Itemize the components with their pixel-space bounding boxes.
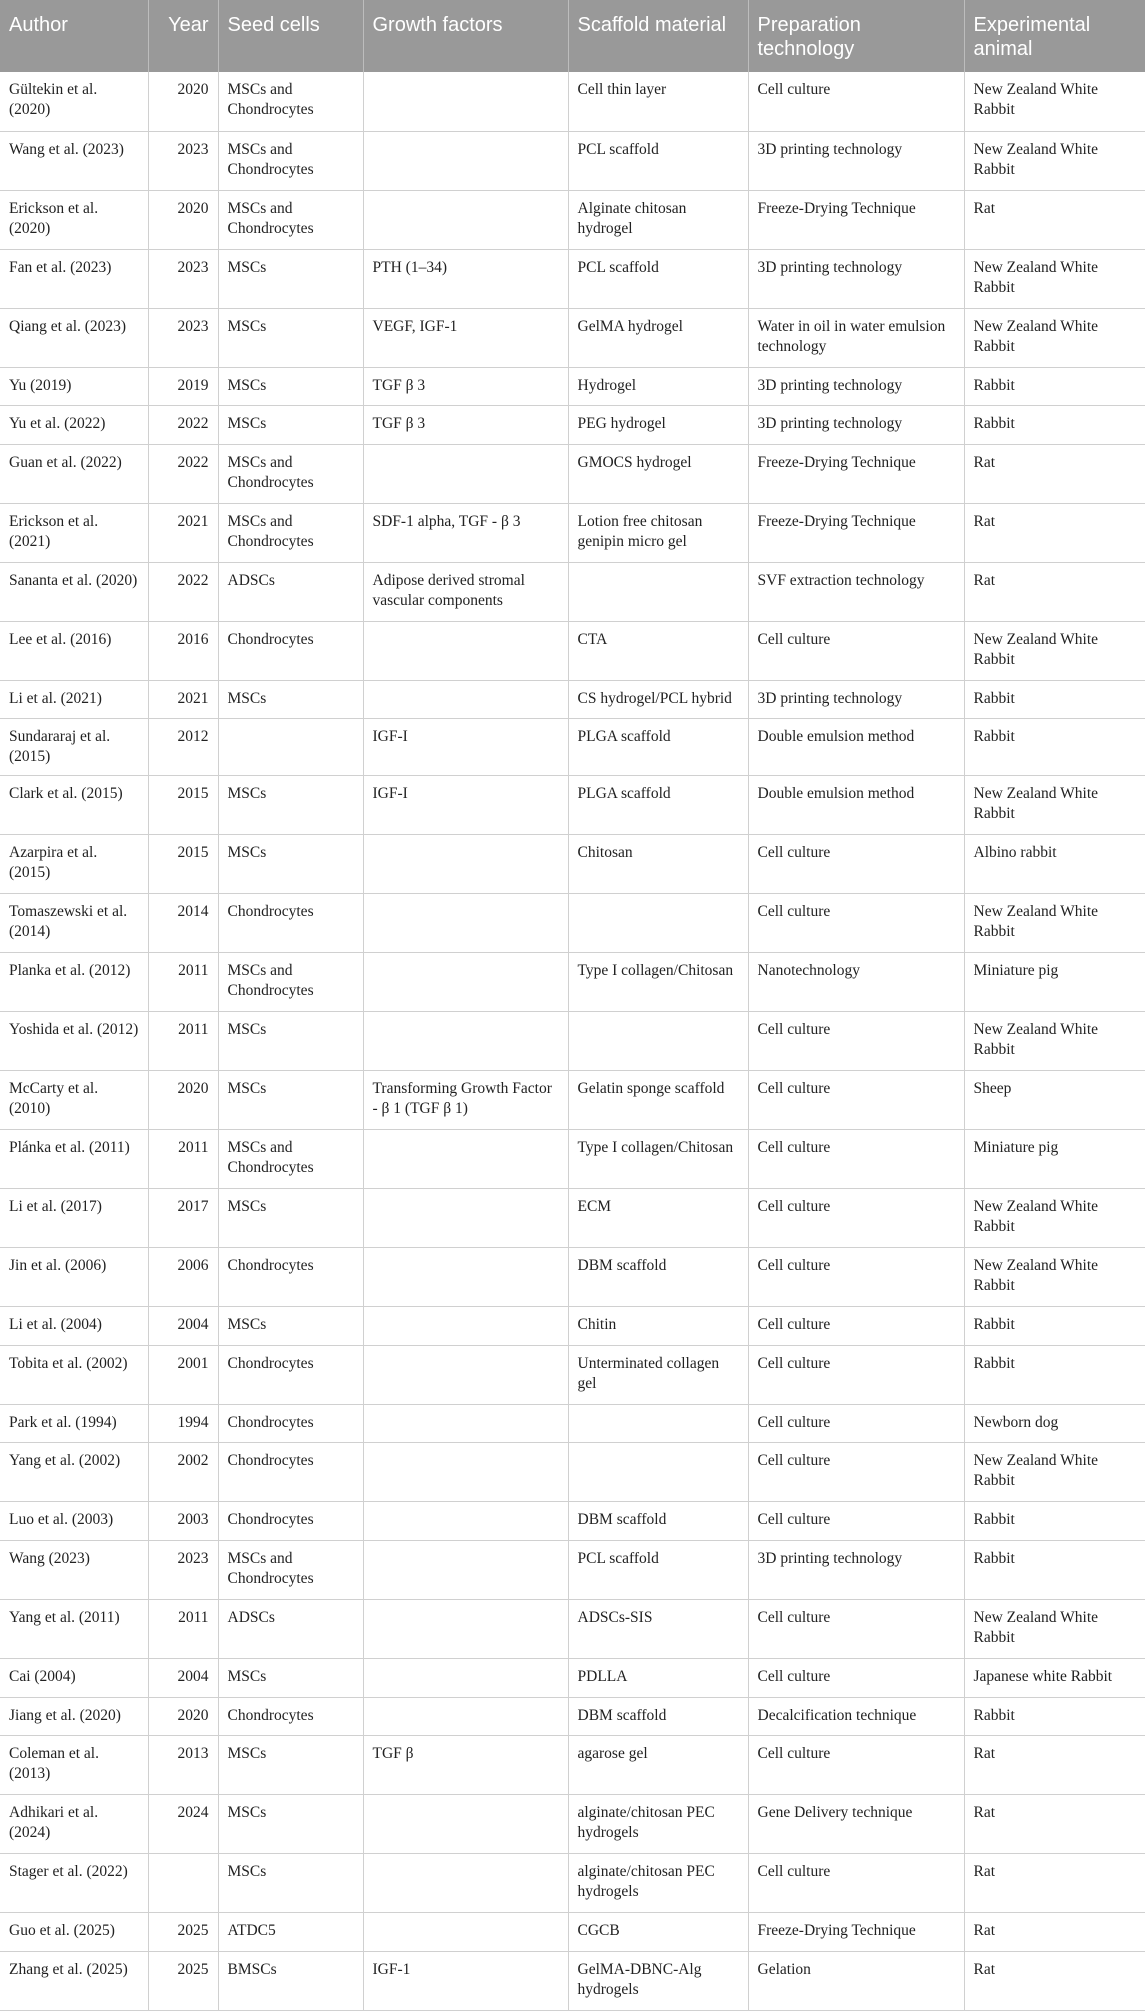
table-row (0, 953, 1145, 1012)
cell-author: Gültekin et al. (2020) (0, 72, 148, 131)
table-row (0, 1541, 1145, 1600)
cell-author: Yu (2019) (0, 367, 148, 406)
cell-preparation-technology: Cell culture (748, 1854, 964, 1913)
cell-growth-factors (363, 1697, 568, 1736)
table-row (0, 406, 1145, 445)
cell-year: 2004 (148, 1659, 218, 1698)
cell-experimental-animal: Albino rabbit (964, 835, 1145, 894)
cell-growth-factors: TGF β 3 (363, 406, 568, 445)
cell-preparation-technology: Cell culture (748, 835, 964, 894)
cell-author: Fan et al. (2023) (0, 249, 148, 308)
table-row (0, 249, 1145, 308)
cell-experimental-animal: Rabbit (964, 1307, 1145, 1346)
cell-experimental-animal: Rat (964, 1951, 1145, 2010)
cell-year: 2021 (148, 503, 218, 562)
cell-scaffold-material: GelMA-DBNC-Alg hydrogels (568, 1951, 748, 2010)
cell-year: 2013 (148, 1736, 218, 1795)
cell-scaffold-material: Chitin (568, 1307, 748, 1346)
cell-growth-factors (363, 131, 568, 190)
cell-growth-factors (363, 621, 568, 680)
cell-seed-cells: MSCs (218, 680, 363, 719)
cell-year: 2004 (148, 1307, 218, 1346)
cell-seed-cells: MSCs and Chondrocytes (218, 72, 363, 131)
cell-experimental-animal: New Zealand White Rabbit (964, 249, 1145, 308)
cell-scaffold-material: DBM scaffold (568, 1248, 748, 1307)
cell-year: 2011 (148, 1600, 218, 1659)
column-header-preparation-technology: Preparation technology (748, 0, 964, 72)
cell-seed-cells: MSCs (218, 776, 363, 835)
cell-experimental-animal: Rabbit (964, 719, 1145, 776)
table-row (0, 1404, 1145, 1443)
table-row (0, 1248, 1145, 1307)
cell-seed-cells (218, 719, 363, 776)
cell-growth-factors: TGF β 3 (363, 367, 568, 406)
cell-preparation-technology: Freeze-Drying Technique (748, 444, 964, 503)
cell-preparation-technology: Cell culture (748, 1404, 964, 1443)
cell-author: Wang (2023) (0, 1541, 148, 1600)
cell-preparation-technology: Cell culture (748, 1012, 964, 1071)
column-header-scaffold-material: Scaffold material (568, 0, 748, 72)
cell-preparation-technology: Double emulsion method (748, 776, 964, 835)
table-row (0, 72, 1145, 131)
table-row (0, 1502, 1145, 1541)
table-row (0, 894, 1145, 953)
cell-experimental-animal: Rabbit (964, 1541, 1145, 1600)
cell-seed-cells: MSCs and Chondrocytes (218, 1541, 363, 1600)
cell-growth-factors (363, 444, 568, 503)
cell-seed-cells: MSCs (218, 308, 363, 367)
cell-year: 2006 (148, 1248, 218, 1307)
column-header-growth-factors: Growth factors (363, 0, 568, 72)
cell-author: Yang et al. (2011) (0, 1600, 148, 1659)
cell-growth-factors (363, 953, 568, 1012)
table-row (0, 503, 1145, 562)
cell-seed-cells: MSCs and Chondrocytes (218, 503, 363, 562)
cell-preparation-technology: Cell culture (748, 1307, 964, 1346)
cell-experimental-animal: Rat (964, 1795, 1145, 1854)
cell-year (148, 1854, 218, 1913)
cell-scaffold-material: PCL scaffold (568, 1541, 748, 1600)
cell-scaffold-material: Type I collagen/Chitosan (568, 953, 748, 1012)
cell-experimental-animal: Rat (964, 1854, 1145, 1913)
cell-seed-cells: MSCs and Chondrocytes (218, 131, 363, 190)
cell-growth-factors (363, 1345, 568, 1404)
cell-author: Clark et al. (2015) (0, 776, 148, 835)
cell-experimental-animal: Rabbit (964, 680, 1145, 719)
cell-year: 2023 (148, 249, 218, 308)
cell-scaffold-material: Type I collagen/Chitosan (568, 1130, 748, 1189)
cell-experimental-animal: Newborn dog (964, 1404, 1145, 1443)
cell-year: 2020 (148, 72, 218, 131)
cell-growth-factors (363, 835, 568, 894)
cell-author: Azarpira et al. (2015) (0, 835, 148, 894)
cell-growth-factors: IGF-I (363, 776, 568, 835)
cell-seed-cells: MSCs (218, 249, 363, 308)
column-header-author: Author (0, 0, 148, 72)
cell-author: Luo et al. (2003) (0, 1502, 148, 1541)
cell-scaffold-material: Hydrogel (568, 367, 748, 406)
cell-scaffold-material: GelMA hydrogel (568, 308, 748, 367)
cell-seed-cells: MSCs (218, 1012, 363, 1071)
table-row (0, 1951, 1145, 2010)
cell-seed-cells: MSCs (218, 367, 363, 406)
cell-scaffold-material: CGCB (568, 1913, 748, 1952)
cell-author: Wang et al. (2023) (0, 131, 148, 190)
cell-author: Adhikari et al. (2024) (0, 1795, 148, 1854)
cell-preparation-technology: Cell culture (748, 1345, 964, 1404)
cell-scaffold-material: PLGA scaffold (568, 719, 748, 776)
cell-year: 2011 (148, 1012, 218, 1071)
cell-preparation-technology: Cell culture (748, 1248, 964, 1307)
cell-scaffold-material: Unterminated collagen gel (568, 1345, 748, 1404)
cell-author: Jin et al. (2006) (0, 1248, 148, 1307)
cell-seed-cells: MSCs and Chondrocytes (218, 953, 363, 1012)
cell-growth-factors (363, 190, 568, 249)
table-row (0, 1307, 1145, 1346)
table-row (0, 1189, 1145, 1248)
cell-scaffold-material: PCL scaffold (568, 131, 748, 190)
cell-author: Li et al. (2021) (0, 680, 148, 719)
cell-preparation-technology: Cell culture (748, 894, 964, 953)
cell-year: 2022 (148, 562, 218, 621)
cell-experimental-animal: Japanese white Rabbit (964, 1659, 1145, 1698)
cell-preparation-technology: 3D printing technology (748, 406, 964, 445)
cell-experimental-animal: Rabbit (964, 367, 1145, 406)
cell-year: 2020 (148, 190, 218, 249)
cell-author: McCarty et al. (2010) (0, 1071, 148, 1130)
cell-year: 2024 (148, 1795, 218, 1854)
cell-growth-factors (363, 1404, 568, 1443)
table-row (0, 621, 1145, 680)
cell-scaffold-material: alginate/chitosan PEC hydrogels (568, 1854, 748, 1913)
cell-growth-factors: TGF β (363, 1736, 568, 1795)
cell-scaffold-material: DBM scaffold (568, 1697, 748, 1736)
cell-growth-factors: Adipose derived stromal vascular components (363, 562, 568, 621)
cell-seed-cells: MSCs (218, 1854, 363, 1913)
cell-author: Zhang et al. (2025) (0, 1951, 148, 2010)
cell-experimental-animal: New Zealand White Rabbit (964, 1443, 1145, 1502)
cell-scaffold-material: DBM scaffold (568, 1502, 748, 1541)
cell-author: Lee et al. (2016) (0, 621, 148, 680)
table-row (0, 1071, 1145, 1130)
cell-scaffold-material (568, 1443, 748, 1502)
cell-preparation-technology: Cell culture (748, 621, 964, 680)
table-row (0, 1012, 1145, 1071)
table-row (0, 131, 1145, 190)
cell-author: Erickson et al. (2020) (0, 190, 148, 249)
cell-preparation-technology: 3D printing technology (748, 1541, 964, 1600)
cell-growth-factors (363, 1541, 568, 1600)
cell-seed-cells: Chondrocytes (218, 1345, 363, 1404)
cell-preparation-technology: 3D printing technology (748, 131, 964, 190)
cell-author: Yu et al. (2022) (0, 406, 148, 445)
cell-year: 2001 (148, 1345, 218, 1404)
cell-preparation-technology: Cell culture (748, 1189, 964, 1248)
cell-experimental-animal: Rat (964, 562, 1145, 621)
table-row (0, 719, 1145, 776)
cell-growth-factors (363, 894, 568, 953)
cell-year: 2020 (148, 1697, 218, 1736)
cell-growth-factors: SDF-1 alpha, TGF - β 3 (363, 503, 568, 562)
cell-seed-cells: Chondrocytes (218, 1502, 363, 1541)
cell-seed-cells: ADSCs (218, 1600, 363, 1659)
cell-year: 2025 (148, 1951, 218, 2010)
column-header-experimental-animal: Experimental animal (964, 0, 1145, 72)
cell-seed-cells: MSCs and Chondrocytes (218, 190, 363, 249)
cell-experimental-animal: Rabbit (964, 1502, 1145, 1541)
cell-author: Jiang et al. (2020) (0, 1697, 148, 1736)
cell-author: Tobita et al. (2002) (0, 1345, 148, 1404)
cell-experimental-animal: New Zealand White Rabbit (964, 1189, 1145, 1248)
cell-preparation-technology: SVF extraction technology (748, 562, 964, 621)
cell-author: Coleman et al. (2013) (0, 1736, 148, 1795)
cell-experimental-animal: Rabbit (964, 1697, 1145, 1736)
cell-year: 2016 (148, 621, 218, 680)
cell-experimental-animal: Rabbit (964, 1345, 1145, 1404)
cell-scaffold-material: Chitosan (568, 835, 748, 894)
cell-experimental-animal: New Zealand White Rabbit (964, 776, 1145, 835)
cell-year: 2021 (148, 680, 218, 719)
cell-scaffold-material: PEG hydrogel (568, 406, 748, 445)
cell-year: 2022 (148, 444, 218, 503)
cell-experimental-animal: New Zealand White Rabbit (964, 131, 1145, 190)
cell-author: Sundararaj et al. (2015) (0, 719, 148, 776)
table-row (0, 835, 1145, 894)
cell-year: 2022 (148, 406, 218, 445)
cell-year: 2023 (148, 1541, 218, 1600)
cell-experimental-animal: Rat (964, 190, 1145, 249)
cell-experimental-animal: New Zealand White Rabbit (964, 1012, 1145, 1071)
cell-seed-cells: Chondrocytes (218, 1404, 363, 1443)
cell-scaffold-material: PLGA scaffold (568, 776, 748, 835)
cell-growth-factors (363, 1307, 568, 1346)
table-row (0, 1913, 1145, 1952)
cell-year: 2023 (148, 131, 218, 190)
cell-preparation-technology: Nanotechnology (748, 953, 964, 1012)
cell-year: 2012 (148, 719, 218, 776)
cell-author: Cai (2004) (0, 1659, 148, 1698)
table-row (0, 367, 1145, 406)
cell-growth-factors: IGF-1 (363, 1951, 568, 2010)
cell-scaffold-material (568, 1012, 748, 1071)
cell-growth-factors (363, 1600, 568, 1659)
table-row (0, 1600, 1145, 1659)
cell-scaffold-material (568, 562, 748, 621)
cell-scaffold-material: ADSCs-SIS (568, 1600, 748, 1659)
cell-author: Guan et al. (2022) (0, 444, 148, 503)
cell-preparation-technology: Cell culture (748, 1736, 964, 1795)
cell-year: 2015 (148, 776, 218, 835)
cell-seed-cells: Chondrocytes (218, 1443, 363, 1502)
cell-seed-cells: Chondrocytes (218, 1248, 363, 1307)
cell-seed-cells: BMSCs (218, 1951, 363, 2010)
cell-experimental-animal: Rat (964, 1736, 1145, 1795)
cell-author: Yang et al. (2002) (0, 1443, 148, 1502)
cell-seed-cells: MSCs (218, 1795, 363, 1854)
cell-author: Li et al. (2017) (0, 1189, 148, 1248)
table-row (0, 308, 1145, 367)
cell-growth-factors (363, 1130, 568, 1189)
cell-experimental-animal: Sheep (964, 1071, 1145, 1130)
cell-experimental-animal: New Zealand White Rabbit (964, 1248, 1145, 1307)
cell-year: 1994 (148, 1404, 218, 1443)
cell-growth-factors (363, 1012, 568, 1071)
cell-author: Tomaszewski et al. (2014) (0, 894, 148, 953)
cell-author: Sananta et al. (2020) (0, 562, 148, 621)
cell-year: 2023 (148, 308, 218, 367)
cell-experimental-animal: Rabbit (964, 406, 1145, 445)
cell-year: 2017 (148, 1189, 218, 1248)
cell-seed-cells: Chondrocytes (218, 894, 363, 953)
cell-growth-factors: PTH (1–34) (363, 249, 568, 308)
cell-preparation-technology: Freeze-Drying Technique (748, 1913, 964, 1952)
cell-experimental-animal: New Zealand White Rabbit (964, 621, 1145, 680)
cell-experimental-animal: Rat (964, 1913, 1145, 1952)
cell-experimental-animal: New Zealand White Rabbit (964, 72, 1145, 131)
cell-preparation-technology: 3D printing technology (748, 367, 964, 406)
column-header-year: Year (148, 0, 218, 72)
table-body (0, 72, 1145, 2010)
table-row (0, 1659, 1145, 1698)
cell-growth-factors (363, 1659, 568, 1698)
table-row (0, 776, 1145, 835)
table-row (0, 680, 1145, 719)
cell-growth-factors (363, 1854, 568, 1913)
cell-preparation-technology: Cell culture (748, 72, 964, 131)
table-row (0, 562, 1145, 621)
cell-preparation-technology: Cell culture (748, 1130, 964, 1189)
cell-growth-factors (363, 680, 568, 719)
cell-author: Plánka et al. (2011) (0, 1130, 148, 1189)
cell-year: 2015 (148, 835, 218, 894)
cell-experimental-animal: Rat (964, 444, 1145, 503)
cell-preparation-technology: Cell culture (748, 1659, 964, 1698)
cell-scaffold-material: PDLLA (568, 1659, 748, 1698)
cell-scaffold-material: Gelatin sponge scaffold (568, 1071, 748, 1130)
cell-author: Stager et al. (2022) (0, 1854, 148, 1913)
cell-growth-factors: VEGF, IGF-1 (363, 308, 568, 367)
cell-seed-cells: MSCs (218, 1189, 363, 1248)
cell-preparation-technology: Double emulsion method (748, 719, 964, 776)
cell-author: Planka et al. (2012) (0, 953, 148, 1012)
cell-experimental-animal: New Zealand White Rabbit (964, 1600, 1145, 1659)
cell-scaffold-material: ECM (568, 1189, 748, 1248)
cell-scaffold-material: GMOCS hydrogel (568, 444, 748, 503)
cell-year: 2025 (148, 1913, 218, 1952)
cell-year: 2002 (148, 1443, 218, 1502)
cell-author: Yoshida et al. (2012) (0, 1012, 148, 1071)
cell-scaffold-material: CS hydrogel/PCL hybrid (568, 680, 748, 719)
cell-scaffold-material (568, 1404, 748, 1443)
cell-experimental-animal: Miniature pig (964, 1130, 1145, 1189)
cell-scaffold-material: agarose gel (568, 1736, 748, 1795)
cell-scaffold-material: PCL scaffold (568, 249, 748, 308)
cell-preparation-technology: Freeze-Drying Technique (748, 190, 964, 249)
cell-growth-factors (363, 1248, 568, 1307)
cell-growth-factors (363, 1443, 568, 1502)
cell-author: Guo et al. (2025) (0, 1913, 148, 1952)
cell-author: Erickson et al. (2021) (0, 503, 148, 562)
cell-author: Qiang et al. (2023) (0, 308, 148, 367)
cell-scaffold-material: Lotion free chitosan genipin micro gel (568, 503, 748, 562)
table-row (0, 1795, 1145, 1854)
cell-seed-cells: ATDC5 (218, 1913, 363, 1952)
cell-seed-cells: MSCs (218, 1307, 363, 1346)
cell-growth-factors (363, 1189, 568, 1248)
cell-experimental-animal: Miniature pig (964, 953, 1145, 1012)
cell-preparation-technology: Water in oil in water emulsion technology (748, 308, 964, 367)
cell-experimental-animal: New Zealand White Rabbit (964, 894, 1145, 953)
cell-scaffold-material: CTA (568, 621, 748, 680)
column-header-seed-cells: Seed cells (218, 0, 363, 72)
cell-seed-cells: MSCs (218, 1071, 363, 1130)
cell-scaffold-material: Alginate chitosan hydrogel (568, 190, 748, 249)
cell-preparation-technology: Decalcification technique (748, 1697, 964, 1736)
cell-author: Li et al. (2004) (0, 1307, 148, 1346)
cell-author: Park et al. (1994) (0, 1404, 148, 1443)
cell-seed-cells: Chondrocytes (218, 621, 363, 680)
cell-growth-factors (363, 1795, 568, 1854)
cell-preparation-technology: Freeze-Drying Technique (748, 503, 964, 562)
cell-scaffold-material: Cell thin layer (568, 72, 748, 131)
cell-preparation-technology: 3D printing technology (748, 249, 964, 308)
cell-year: 2020 (148, 1071, 218, 1130)
table-row (0, 1736, 1145, 1795)
table-row (0, 1854, 1145, 1913)
cell-preparation-technology: Cell culture (748, 1600, 964, 1659)
cell-growth-factors: Transforming Growth Factor - β 1 (TGF β 1) (363, 1071, 568, 1130)
cell-seed-cells: MSCs (218, 1659, 363, 1698)
cell-experimental-animal: Rat (964, 503, 1145, 562)
cell-seed-cells: MSCs and Chondrocytes (218, 444, 363, 503)
cell-seed-cells: MSCs (218, 835, 363, 894)
cell-preparation-technology: Cell culture (748, 1071, 964, 1130)
cell-growth-factors (363, 1913, 568, 1952)
table-row (0, 1130, 1145, 1189)
cell-preparation-technology: Gelation (748, 1951, 964, 2010)
cell-seed-cells: Chondrocytes (218, 1697, 363, 1736)
table-row (0, 1697, 1145, 1736)
table-row (0, 444, 1145, 503)
cell-preparation-technology: Cell culture (748, 1502, 964, 1541)
cell-year: 2019 (148, 367, 218, 406)
cell-preparation-technology: 3D printing technology (748, 680, 964, 719)
table-header (0, 0, 1145, 72)
cell-growth-factors: IGF-I (363, 719, 568, 776)
cell-seed-cells: MSCs and Chondrocytes (218, 1130, 363, 1189)
cell-growth-factors (363, 1502, 568, 1541)
cell-seed-cells: MSCs (218, 1736, 363, 1795)
table-row (0, 1443, 1145, 1502)
cell-year: 2003 (148, 1502, 218, 1541)
cell-growth-factors (363, 72, 568, 131)
cell-year: 2014 (148, 894, 218, 953)
cell-preparation-technology: Cell culture (748, 1443, 964, 1502)
cell-preparation-technology: Gene Delivery technique (748, 1795, 964, 1854)
cell-seed-cells: MSCs (218, 406, 363, 445)
cell-seed-cells: ADSCs (218, 562, 363, 621)
cell-year: 2011 (148, 953, 218, 1012)
table-row (0, 1345, 1145, 1404)
header-row (0, 0, 1145, 72)
cell-scaffold-material: alginate/chitosan PEC hydrogels (568, 1795, 748, 1854)
table-row (0, 190, 1145, 249)
cell-experimental-animal: New Zealand White Rabbit (964, 308, 1145, 367)
cell-scaffold-material (568, 894, 748, 953)
cell-year: 2011 (148, 1130, 218, 1189)
